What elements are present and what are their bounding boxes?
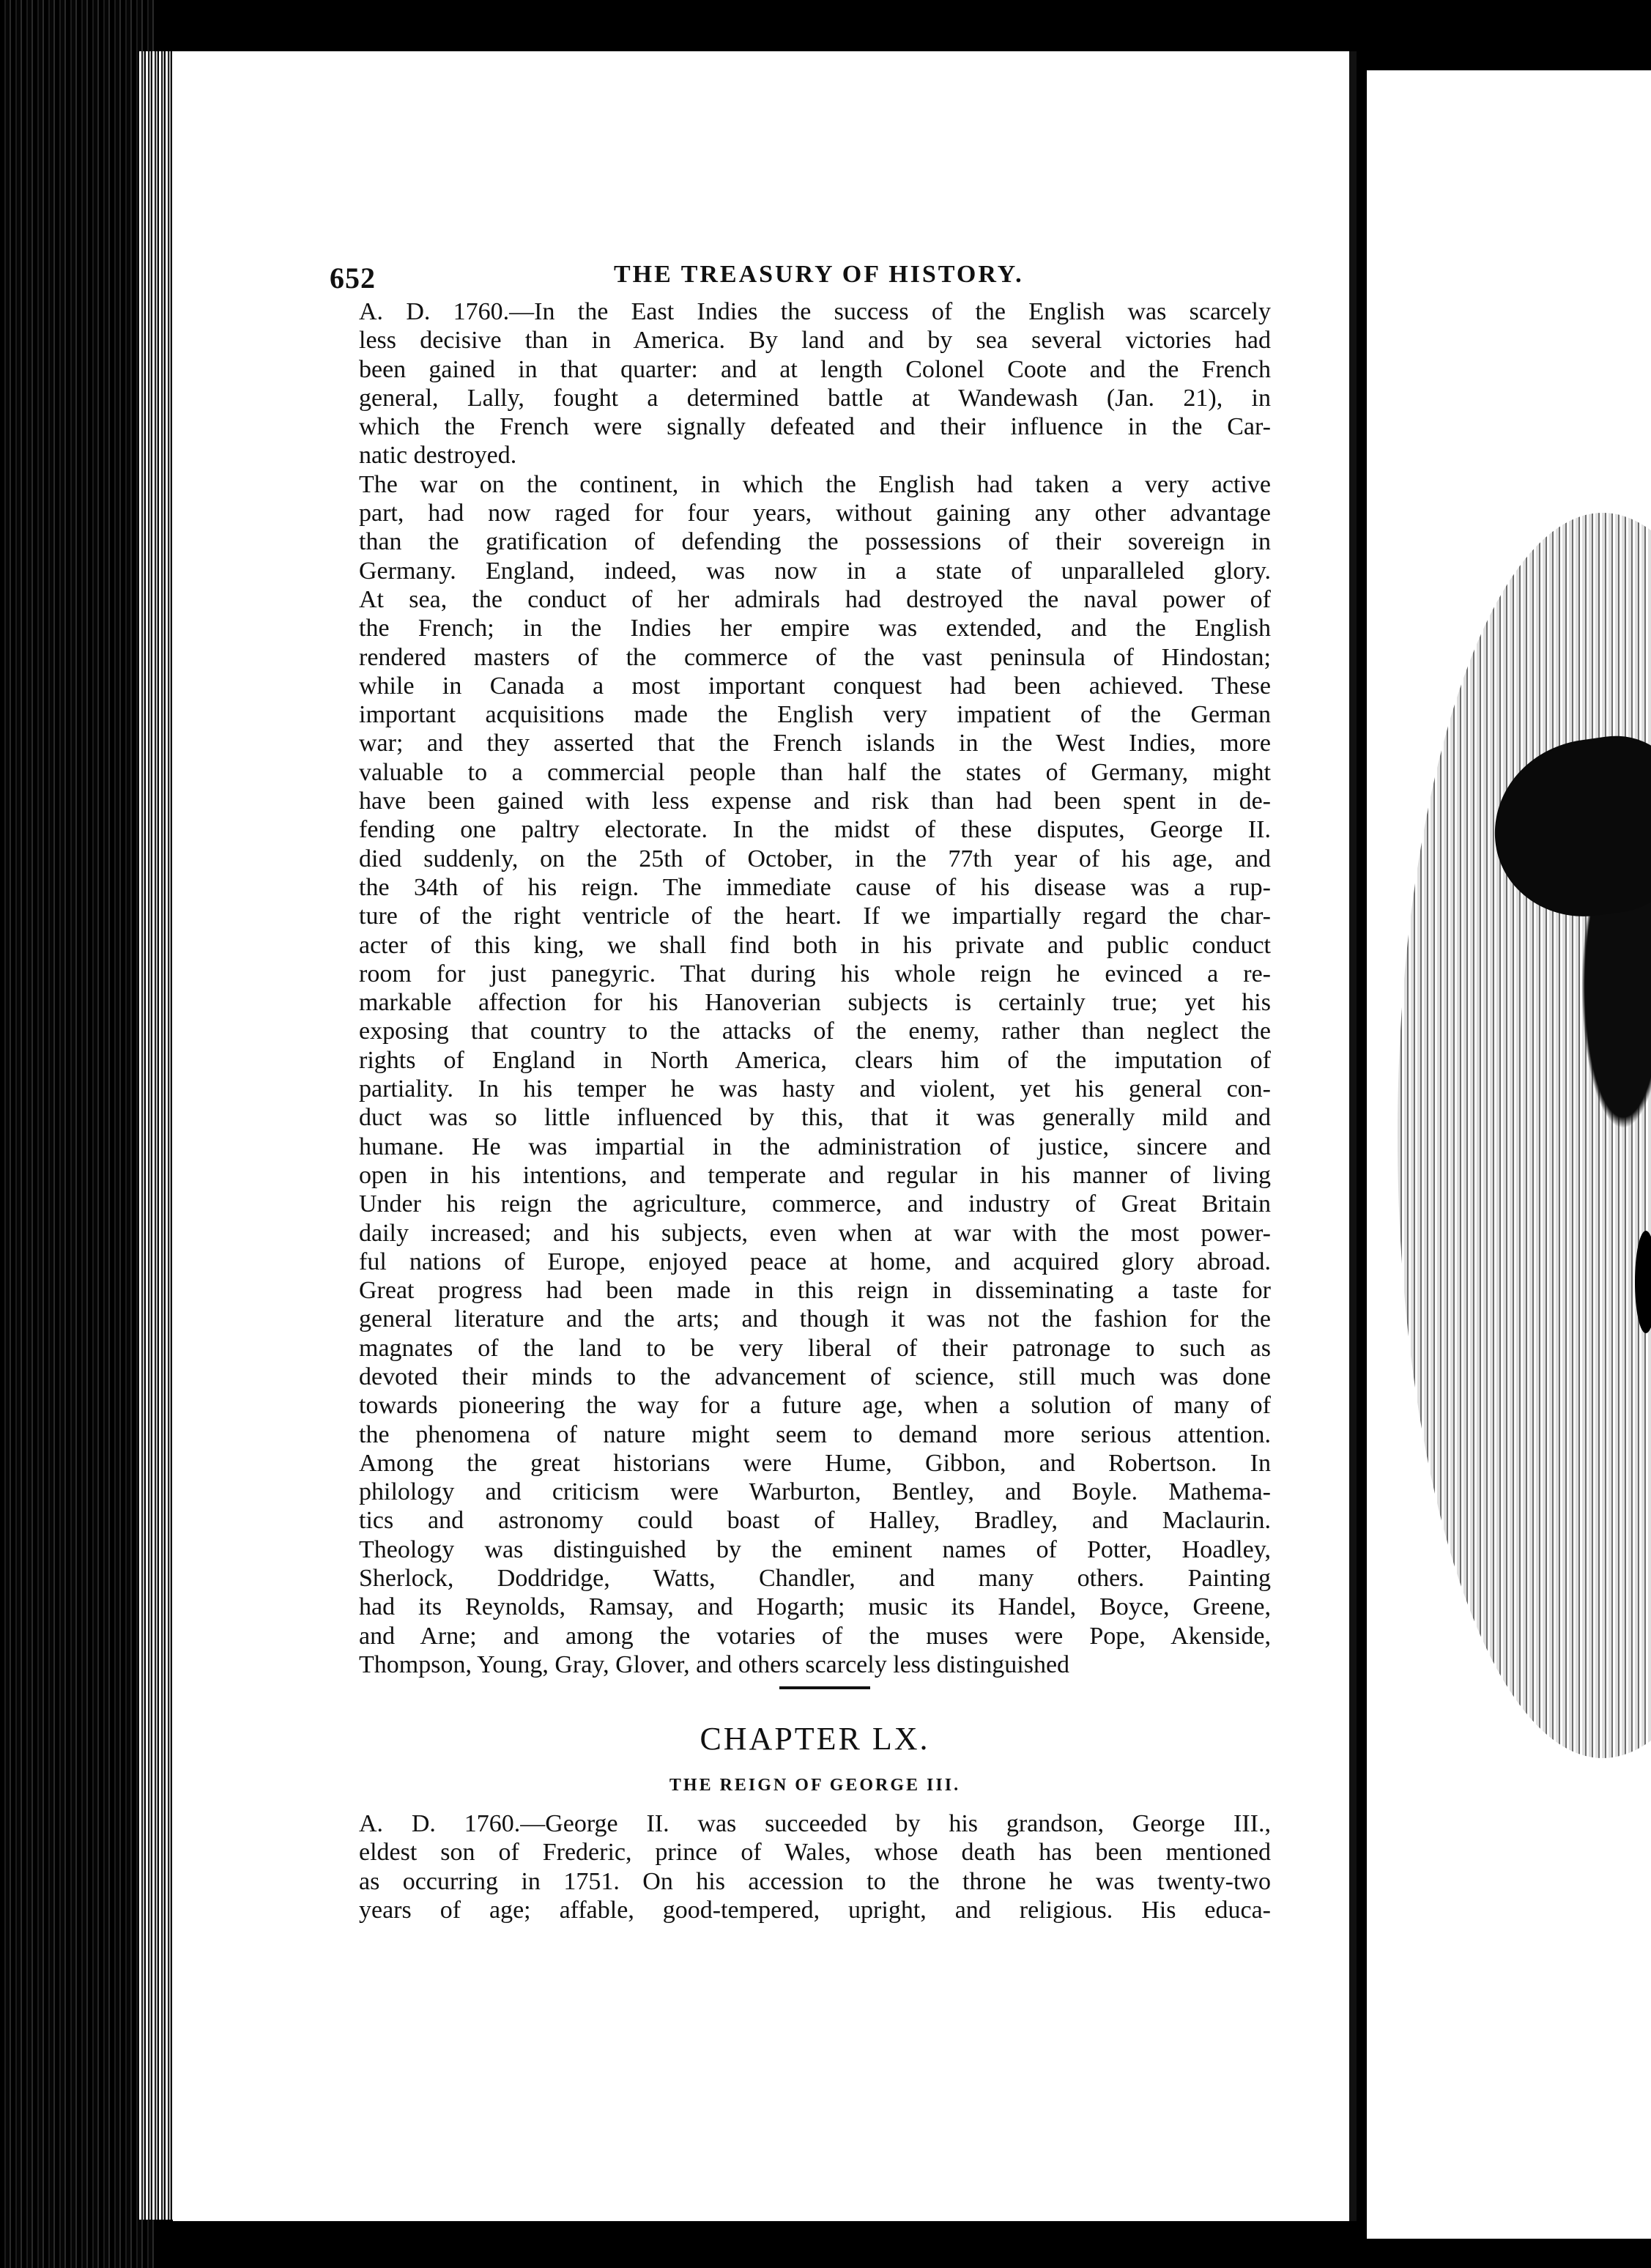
text-line: Theology was distinguished by the eminent names of Potter, Hoadley, <box>359 1535 1271 1563</box>
text-line: Thompson, Young, Gray, Glover, and others scarcely less distinguished <box>359 1650 1070 1678</box>
text-line: Among the great historians were Hume, Gibbon, and Robertson. In <box>359 1449 1271 1477</box>
chapter-subtitle: THE REIGN OF GEORGE III. <box>669 1776 961 1795</box>
text-line: while in Canada a most important conquest had been achieved. These <box>359 672 1271 700</box>
text-line: markable affection for his Hanoverian subjects is certainly true; yet his <box>359 989 1271 1017</box>
text-line: tics and astronomy could boast of Halley, Bradley, and Maclaurin. <box>359 1507 1271 1535</box>
text-line: rights of England in North America, clears him of the imputation of <box>359 1046 1271 1074</box>
text-line: the phenomena of nature might seem to demand more serious attention. <box>359 1420 1271 1448</box>
text-line: and Arne; and among the votaries of the muses were Pope, Akenside, <box>359 1622 1271 1650</box>
text-line: part, had now raged for four years, without gaining any other advantage <box>359 500 1271 527</box>
text-line: less decisive than in America. By land and by sea several victories had <box>359 327 1271 355</box>
text-line: Sherlock, Doddridge, Watts, Chandler, and many others. Painting <box>359 1565 1271 1593</box>
text-line: important acquisitions made the English very impatient of the German <box>359 701 1271 729</box>
body-text <box>359 297 1271 1679</box>
text-line: fending one paltry electorate. In the midst of these disputes, George II. <box>359 816 1271 844</box>
text-line: devoted their minds to the advancement of science, still much was done <box>359 1363 1271 1390</box>
text-line: the 34th of his reign. The immediate cause of his disease was a rup- <box>359 873 1271 901</box>
text-line: philology and criticism were Warburton, Bentley, and Boyle. Mathema- <box>359 1478 1271 1506</box>
text-line: room for just panegyric. That during his whole reign he evinced a re- <box>359 960 1271 987</box>
text-line: acter of this king, we shall find both in his private and public conduct <box>359 931 1271 959</box>
text-line: open in his intentions, and temperate and regular in his manner of living <box>359 1161 1271 1189</box>
text-line: Great progress had been made in this reign in disseminating a taste for <box>359 1277 1271 1305</box>
section-divider <box>779 1686 870 1689</box>
text-line: duct was so little influenced by this, that it was generally mild and <box>359 1104 1271 1132</box>
text-line: Germany. England, indeed, was now in a state of unparalleled glory. <box>359 557 1271 585</box>
text-line: than the gratification of defending the possessions of their sovereign in <box>359 528 1271 556</box>
text-line: daily increased; and his subjects, even when at war with the most power- <box>359 1219 1271 1247</box>
text-line: ful nations of Europe, enjoyed peace at home, and acquired glory abroad. <box>359 1248 1271 1275</box>
text-line: exposing that country to the attacks of the enemy, rather than neglect the <box>359 1018 1271 1045</box>
chapter-title: CHAPTER LX. <box>700 1721 930 1757</box>
text-line: the French; in the Indies her empire was extended, and the English <box>359 615 1271 642</box>
text-line: magnates of the land to be very liberal of their patronage to such as <box>359 1334 1271 1362</box>
text-line: ture of the right ventricle of the heart. If we impartially regard the char- <box>359 903 1271 930</box>
text-line: which the French were signally defeated and their influence in the Car- <box>359 413 1271 441</box>
page-header <box>330 261 1296 297</box>
text-line: A. D. 1760.—George II. was succeeded by his grandson, George III., <box>359 1810 1271 1837</box>
text-line: A. D. 1760.—In the East Indies the success of the English was scarcely <box>359 298 1271 325</box>
text-line: rendered masters of the commerce of the vast peninsula of Hindostan; <box>359 643 1271 671</box>
page-edges <box>139 51 176 2220</box>
book-binding <box>0 0 154 2268</box>
text-line: had its Reynolds, Ramsay, and Hogarth; music its Handel, Boyce, Greene, <box>359 1593 1271 1621</box>
text-line: Under his reign the agriculture, commerce, and industry of Great Britain <box>359 1190 1271 1218</box>
running-head: THE TREASURY OF HISTORY. <box>614 261 1024 288</box>
text-line: as occurring in 1751. On his accession to the throne he was twenty-two <box>359 1867 1271 1895</box>
text-line: The war on the continent, in which the English had taken a very active <box>359 470 1271 498</box>
engraving-dark-spot <box>1635 1231 1651 1333</box>
text-line: valuable to a commercial people than half the states of Germany, might <box>359 758 1271 786</box>
text-line: general literature and the arts; and though it was not the fashion for the <box>359 1305 1271 1333</box>
chapter-text <box>359 1809 1271 1924</box>
page-number: 652 <box>330 262 376 294</box>
text-line: died suddenly, on the 25th of October, in the 77th year of his age, and <box>359 845 1271 872</box>
text-line: At sea, the conduct of her admirals had destroyed the naval power of <box>359 585 1271 613</box>
text-line: years of age; affable, good-tempered, upright, and religious. His educa- <box>359 1896 1271 1924</box>
text-line: general, Lally, fought a determined battle at Wandewash (Jan. 21), in <box>359 384 1271 412</box>
text-line: towards pioneering the way for a future age, when a solution of many of <box>359 1392 1271 1420</box>
text-line: war; and they asserted that the French islands in the West Indies, more <box>359 730 1271 757</box>
text-line: been gained in that quarter: and at length Colonel Coote and the French <box>359 355 1271 383</box>
text-line: partiality. In his temper he was hasty and violent, yet his general con- <box>359 1075 1271 1103</box>
text-line: natic destroyed. <box>359 442 517 470</box>
text-line: have been gained with less expense and risk than had been spent in de- <box>359 788 1271 815</box>
text-line: humane. He was impartial in the administration of justice, sincere and <box>359 1133 1271 1160</box>
text-line: eldest son of Frederic, prince of Wales, whose death has been mentioned <box>359 1839 1271 1867</box>
